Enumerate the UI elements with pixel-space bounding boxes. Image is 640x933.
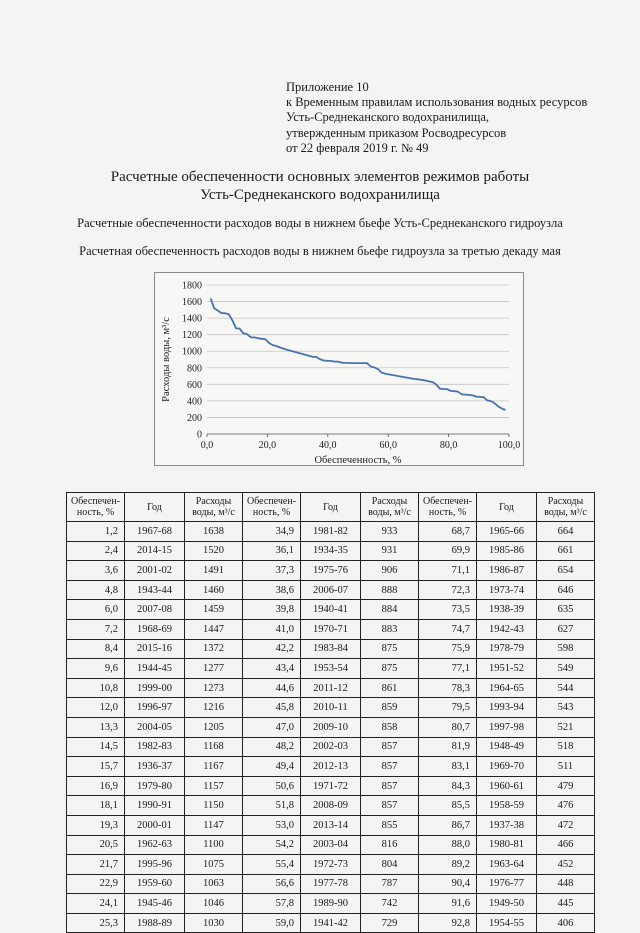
table-cell: 86,7 <box>419 815 477 835</box>
table-cell: 1216 <box>185 698 243 718</box>
table-cell: 57,8 <box>243 894 301 914</box>
table-body <box>67 522 595 933</box>
table-cell: 74,7 <box>419 619 477 639</box>
table-cell: 10,8 <box>67 678 125 698</box>
discharge-curve-chart <box>155 273 525 467</box>
table-cell: 1147 <box>185 815 243 835</box>
table-row <box>67 580 595 600</box>
table-cell: 1971-72 <box>301 776 361 796</box>
table-cell: 931 <box>361 541 419 561</box>
table-cell: 1046 <box>185 894 243 914</box>
table-cell: 452 <box>537 855 595 875</box>
table-cell: 55,4 <box>243 855 301 875</box>
table-cell: 84,3 <box>419 776 477 796</box>
table-row <box>67 639 595 659</box>
table-cell: 1520 <box>185 541 243 561</box>
table-cell: 511 <box>537 757 595 777</box>
x-tick-label: 60,0 <box>379 440 397 451</box>
table-cell: 1940-41 <box>301 600 361 620</box>
table-cell: 1999-00 <box>125 678 185 698</box>
table-cell: 1975-76 <box>301 561 361 581</box>
table-cell: 1205 <box>185 717 243 737</box>
table-cell: 68,7 <box>419 522 477 542</box>
y-tick-label: 1600 <box>182 297 202 309</box>
column-header: Обеспечен-ность, % <box>419 493 477 522</box>
table-cell: 654 <box>537 561 595 581</box>
table-cell: 1063 <box>185 874 243 894</box>
table-cell: 1953-54 <box>301 659 361 679</box>
table-cell: 85,5 <box>419 796 477 816</box>
table-cell: 1958-59 <box>477 796 537 816</box>
table-cell: 41,0 <box>243 619 301 639</box>
table-cell: 787 <box>361 874 419 894</box>
x-axis-label: Обеспеченность, % <box>314 455 402 466</box>
chart-frame <box>154 272 524 466</box>
column-header: Год <box>125 493 185 522</box>
table-cell: 2001-02 <box>125 561 185 581</box>
table-cell: 1988-89 <box>125 913 185 933</box>
table-cell: 44,6 <box>243 678 301 698</box>
x-tick-label: 80,0 <box>439 440 458 451</box>
table-cell: 2004-05 <box>125 717 185 737</box>
table-cell: 1969-70 <box>477 757 537 777</box>
table-cell: 8,4 <box>67 639 125 659</box>
y-tick-label: 200 <box>187 412 202 424</box>
table-cell: 1,2 <box>67 522 125 542</box>
column-header: Год <box>477 493 537 522</box>
column-header: Расходы воды, м³/с <box>361 493 419 522</box>
table-cell: 933 <box>361 522 419 542</box>
table-cell: 1980-81 <box>477 835 537 855</box>
table-cell: 2015-16 <box>125 639 185 659</box>
table-cell: 875 <box>361 659 419 679</box>
table-cell: 81,9 <box>419 737 477 757</box>
table-cell: 42,2 <box>243 639 301 659</box>
y-tick-label: 1000 <box>182 346 202 358</box>
table-cell: 1075 <box>185 855 243 875</box>
discharge-table <box>66 492 595 933</box>
table-cell: 1954-55 <box>477 913 537 933</box>
table-cell: 2012-13 <box>301 757 361 777</box>
table-cell: 80,7 <box>419 717 477 737</box>
table-cell: 884 <box>361 600 419 620</box>
table-row <box>67 776 595 796</box>
table-cell: 69,9 <box>419 541 477 561</box>
table-cell: 9,6 <box>67 659 125 679</box>
table-cell: 91,6 <box>419 894 477 914</box>
table-cell: 1973-74 <box>477 580 537 600</box>
table-cell: 19,3 <box>67 815 125 835</box>
table-cell: 1942-43 <box>477 619 537 639</box>
table-row <box>67 522 595 542</box>
appendix-line: от 22 февраля 2019 г. № 49 <box>286 140 429 155</box>
table-cell: 21,7 <box>67 855 125 875</box>
table-cell: 855 <box>361 815 419 835</box>
table-cell: 804 <box>361 855 419 875</box>
appendix-line: к Временным правилам использования водных ресурсов <box>286 95 588 110</box>
table-cell: 1963-64 <box>477 855 537 875</box>
table-cell: 448 <box>537 874 595 894</box>
y-tick-label: 600 <box>187 379 202 391</box>
table-cell: 2,4 <box>67 541 125 561</box>
table-cell: 36,1 <box>243 541 301 561</box>
table-cell: 1962-63 <box>125 835 185 855</box>
table-cell: 12,0 <box>67 698 125 718</box>
table-cell: 544 <box>537 678 595 698</box>
table-cell: 48,2 <box>243 737 301 757</box>
table-cell: 90,4 <box>419 874 477 894</box>
table-cell: 7,2 <box>67 619 125 639</box>
table-cell: 1372 <box>185 639 243 659</box>
table-cell: 406 <box>537 913 595 933</box>
table-cell: 2008-09 <box>301 796 361 816</box>
table-cell: 521 <box>537 717 595 737</box>
table-row <box>67 796 595 816</box>
table-cell: 1972-73 <box>301 855 361 875</box>
table-row <box>67 678 595 698</box>
table-cell: 1460 <box>185 580 243 600</box>
table-cell: 83,1 <box>419 757 477 777</box>
appendix-line: Приложение 10 <box>286 80 369 94</box>
table-cell: 1937-38 <box>477 815 537 835</box>
table-cell: 1990-91 <box>125 796 185 816</box>
table-cell: 627 <box>537 619 595 639</box>
table-cell: 1459 <box>185 600 243 620</box>
table-cell: 859 <box>361 698 419 718</box>
table-cell: 1968-69 <box>125 619 185 639</box>
table-cell: 2000-01 <box>125 815 185 835</box>
table-cell: 646 <box>537 580 595 600</box>
table-cell: 89,2 <box>419 855 477 875</box>
table-cell: 472 <box>537 815 595 835</box>
table-header <box>67 493 595 522</box>
appendix-line: Усть-Среднеканского водохранилища, <box>286 110 489 125</box>
table-cell: 2002-03 <box>301 737 361 757</box>
table-cell: 51,8 <box>243 796 301 816</box>
table-cell: 47,0 <box>243 717 301 737</box>
table-cell: 1936-37 <box>125 757 185 777</box>
table-cell: 1981-82 <box>301 522 361 542</box>
title-line-2: Усть-Среднеканского водохранилища <box>200 187 440 203</box>
table-cell: 56,6 <box>243 874 301 894</box>
table-cell: 3,6 <box>67 561 125 581</box>
x-tick-label: 40,0 <box>319 440 337 451</box>
table-cell: 92,8 <box>419 913 477 933</box>
x-tick-label: 0,0 <box>200 440 214 451</box>
table-row <box>67 737 595 757</box>
table-cell: 77,1 <box>419 659 477 679</box>
table-row <box>67 757 595 777</box>
y-tick-label: 800 <box>187 363 202 375</box>
table-row <box>67 855 595 875</box>
table-cell: 857 <box>361 757 419 777</box>
table-cell: 73,5 <box>419 600 477 620</box>
table-row <box>67 835 595 855</box>
table-cell: 2007-08 <box>125 600 185 620</box>
table-cell: 72,3 <box>419 580 477 600</box>
table-cell: 1030 <box>185 913 243 933</box>
table-cell: 18,1 <box>67 796 125 816</box>
table-cell: 1959-60 <box>125 874 185 894</box>
table-cell: 883 <box>361 619 419 639</box>
table-cell: 1960-61 <box>477 776 537 796</box>
table-cell: 1277 <box>185 659 243 679</box>
table-cell: 15,7 <box>67 757 125 777</box>
table-cell: 1978-79 <box>477 639 537 659</box>
table-row <box>67 698 595 718</box>
table-cell: 2006-07 <box>301 580 361 600</box>
table-cell: 39,8 <box>243 600 301 620</box>
column-header: Обеспечен-ность, % <box>243 493 301 522</box>
table-cell: 2003-04 <box>301 835 361 855</box>
table-cell: 479 <box>537 776 595 796</box>
table-cell: 1982-83 <box>125 737 185 757</box>
table-cell: 729 <box>361 913 419 933</box>
table-cell: 38,6 <box>243 580 301 600</box>
table-cell: 79,5 <box>419 698 477 718</box>
table-cell: 71,1 <box>419 561 477 581</box>
table-cell: 1951-52 <box>477 659 537 679</box>
table-cell: 1996-97 <box>125 698 185 718</box>
table-cell: 1944-45 <box>125 659 185 679</box>
appendix-note <box>286 80 587 156</box>
table-cell: 75,9 <box>419 639 477 659</box>
y-tick-label: 1800 <box>182 280 202 292</box>
table-cell: 1970-71 <box>301 619 361 639</box>
table-cell: 1986-87 <box>477 561 537 581</box>
table-cell: 14,5 <box>67 737 125 757</box>
column-header: Обеспечен-ность, % <box>67 493 125 522</box>
table-cell: 16,9 <box>67 776 125 796</box>
table-cell: 857 <box>361 737 419 757</box>
y-tick-label: 1200 <box>182 330 202 342</box>
table-cell: 6,0 <box>67 600 125 620</box>
table-cell: 857 <box>361 776 419 796</box>
table-cell: 1167 <box>185 757 243 777</box>
y-tick-label: 1400 <box>182 313 202 325</box>
table-cell: 1976-77 <box>477 874 537 894</box>
table-cell: 1941-42 <box>301 913 361 933</box>
table-cell: 1979-80 <box>125 776 185 796</box>
document-title <box>0 168 640 204</box>
table-cell: 635 <box>537 600 595 620</box>
table-cell: 1100 <box>185 835 243 855</box>
table-cell: 1150 <box>185 796 243 816</box>
table-cell: 34,9 <box>243 522 301 542</box>
y-tick-label: 400 <box>187 396 202 408</box>
table-cell: 1638 <box>185 522 243 542</box>
table-cell: 1948-49 <box>477 737 537 757</box>
table-row <box>67 913 595 933</box>
table-cell: 1943-44 <box>125 580 185 600</box>
table-row <box>67 815 595 835</box>
table-cell: 2013-14 <box>301 815 361 835</box>
table-cell: 664 <box>537 522 595 542</box>
table-cell: 466 <box>537 835 595 855</box>
column-header: Расходы воды, м³/с <box>185 493 243 522</box>
x-tick-label: 100,0 <box>497 440 521 451</box>
table-cell: 1977-78 <box>301 874 361 894</box>
table-row <box>67 541 595 561</box>
column-header: Год <box>301 493 361 522</box>
table-row <box>67 894 595 914</box>
table-cell: 1157 <box>185 776 243 796</box>
table-cell: 661 <box>537 541 595 561</box>
title-line-1: Расчетные обеспеченности основных элементов режимов работы <box>110 169 530 185</box>
table-cell: 43,4 <box>243 659 301 679</box>
chart-subtitle: Расчетная обеспеченность расходов воды в нижнем бьефе гидроузла за третью декаду мая <box>79 244 561 258</box>
table-cell: 857 <box>361 796 419 816</box>
table-cell: 445 <box>537 894 595 914</box>
table-cell: 861 <box>361 678 419 698</box>
table-cell: 1964-65 <box>477 678 537 698</box>
table-row <box>67 874 595 894</box>
table-row <box>67 659 595 679</box>
table-cell: 53,0 <box>243 815 301 835</box>
table-cell: 1995-96 <box>125 855 185 875</box>
table-cell: 37,3 <box>243 561 301 581</box>
table-cell: 20,5 <box>67 835 125 855</box>
table-cell: 1491 <box>185 561 243 581</box>
table-cell: 1168 <box>185 737 243 757</box>
table-cell: 49,4 <box>243 757 301 777</box>
table-cell: 78,3 <box>419 678 477 698</box>
table-row <box>67 561 595 581</box>
table-cell: 45,8 <box>243 698 301 718</box>
series-line <box>211 298 506 410</box>
table-cell: 59,0 <box>243 913 301 933</box>
table-cell: 543 <box>537 698 595 718</box>
table-cell: 1945-46 <box>125 894 185 914</box>
table-cell: 24,1 <box>67 894 125 914</box>
table-cell: 518 <box>537 737 595 757</box>
section-subtitle: Расчетные обеспеченности расходов воды в нижнем бьефе Усть-Среднеканского гидроузла <box>77 216 563 230</box>
appendix-line: утвержденным приказом Росводресурсов <box>286 125 507 140</box>
x-tick-label: 20,0 <box>258 440 277 451</box>
table-cell: 858 <box>361 717 419 737</box>
table-row <box>67 717 595 737</box>
table-cell: 1938-39 <box>477 600 537 620</box>
column-header: Расходы воды, м³/с <box>537 493 595 522</box>
table-cell: 50,6 <box>243 776 301 796</box>
table-cell: 888 <box>361 580 419 600</box>
table-cell: 816 <box>361 835 419 855</box>
table-cell: 598 <box>537 639 595 659</box>
table-cell: 875 <box>361 639 419 659</box>
table-cell: 88,0 <box>419 835 477 855</box>
table-cell: 549 <box>537 659 595 679</box>
table-row <box>67 600 595 620</box>
table-cell: 1273 <box>185 678 243 698</box>
table-cell: 1447 <box>185 619 243 639</box>
table-cell: 13,3 <box>67 717 125 737</box>
table-cell: 4,8 <box>67 580 125 600</box>
table-cell: 2014-15 <box>125 541 185 561</box>
table-cell: 476 <box>537 796 595 816</box>
table-cell: 1989-90 <box>301 894 361 914</box>
table-cell: 2009-10 <box>301 717 361 737</box>
table-cell: 742 <box>361 894 419 914</box>
table-cell: 1993-94 <box>477 698 537 718</box>
table-cell: 2010-11 <box>301 698 361 718</box>
table-cell: 1985-86 <box>477 541 537 561</box>
table-cell: 22,9 <box>67 874 125 894</box>
y-axis-label: Расходы воды, м³/с <box>161 317 172 402</box>
table-cell: 1965-66 <box>477 522 537 542</box>
table-cell: 1949-50 <box>477 894 537 914</box>
table-cell: 2011-12 <box>301 678 361 698</box>
table-cell: 1997-98 <box>477 717 537 737</box>
table-cell: 906 <box>361 561 419 581</box>
table-cell: 25,3 <box>67 913 125 933</box>
table-cell: 1967-68 <box>125 522 185 542</box>
y-tick-label: 0 <box>197 429 202 441</box>
table-cell: 1983-84 <box>301 639 361 659</box>
table-cell: 54,2 <box>243 835 301 855</box>
table-cell: 1934-35 <box>301 541 361 561</box>
table-row <box>67 619 595 639</box>
